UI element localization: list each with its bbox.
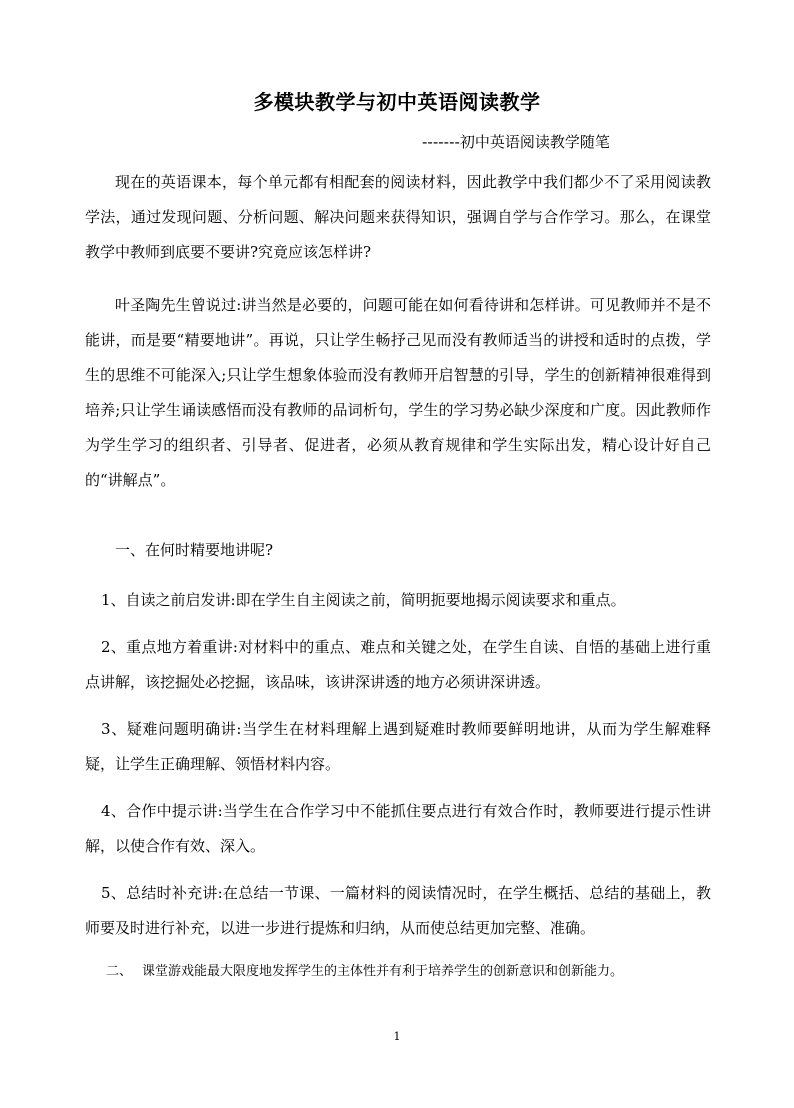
document-subtitle: -------初中英语阅读教学随笔	[422, 133, 610, 151]
list-item: 3、疑难问题明确讲:当学生在材料理解上遇到疑难时教师要鲜明地讲，从而为学生解难释疑，让学生正确理解、领悟材料内容。	[85, 720, 711, 773]
paragraph: 叶圣陶先生曾说过:讲当然是必要的，问题可能在如何看待讲和怎样讲。可见教师并不是不能讲，而是要“精要地讲”。再说，只让学生畅抒己见而没有教师适当的讲授和适时的点拨，学生的思维不可能深入;只让学生想象体验而没有教师开启智慧的引导，学生的创新精神很难得到培养;只让学生诵读感悟而没有教师的品词析句，学生的学习势必缺少深度和广度。因此教师作为学生学习的组织者、引导者、促进者，必须从教育规律和学生实际出发，精心设计好自己的“讲解点”。	[85, 296, 711, 489]
paragraph: 现在的英语课本，每个单元都有相配套的阅读材料，因此教学中我们都少不了采用阅读教学法，通过发现问题、分析问题、解决问题来获得知识，强调自学与合作学习。那么，在课堂教学中教师到底要不要讲?究竟应该怎样讲?	[85, 173, 711, 261]
section-heading-text: 课堂游戏能最大限度地发挥学生的主体性并有利于培养学生的创新意识和创新能力。	[142, 964, 624, 979]
intro-paragraph-block	[85, 165, 711, 270]
section-heading-1: 一、在何时精要地讲呢?	[115, 541, 274, 559]
quote-paragraph-block	[85, 288, 711, 498]
section-heading-2	[106, 960, 623, 984]
list-item: 5、总结时补充讲:在总结一节课、一篇材料的阅读情况时，在学生概括、总结的基础上，教师要及时进行补充，以进一步进行提炼和归纳，从而使总结更加完整、准确。	[85, 884, 711, 937]
section-number: 二、	[106, 964, 133, 979]
list-item: 1、自读之前启发讲:即在学生自主阅读之前，简明扼要地揭示阅读要求和重点。	[101, 591, 626, 609]
numbered-list	[85, 583, 711, 958]
page-number: 1	[393, 1030, 401, 1043]
document-title: 多模块教学与初中英语阅读教学	[253, 90, 541, 114]
list-item: 2、重点地方着重讲:对材料中的重点、难点和关键之处，在学生自读、自悟的基础上进行重点讲解，该挖掘处必挖掘，该品味，该讲深讲透的地方必须讲深讲透。	[85, 638, 711, 691]
list-item: 4、合作中提示讲:当学生在合作学习中不能抓住要点进行有效合作时，教师要进行提示性讲解，以使合作有效、深入。	[85, 802, 711, 855]
